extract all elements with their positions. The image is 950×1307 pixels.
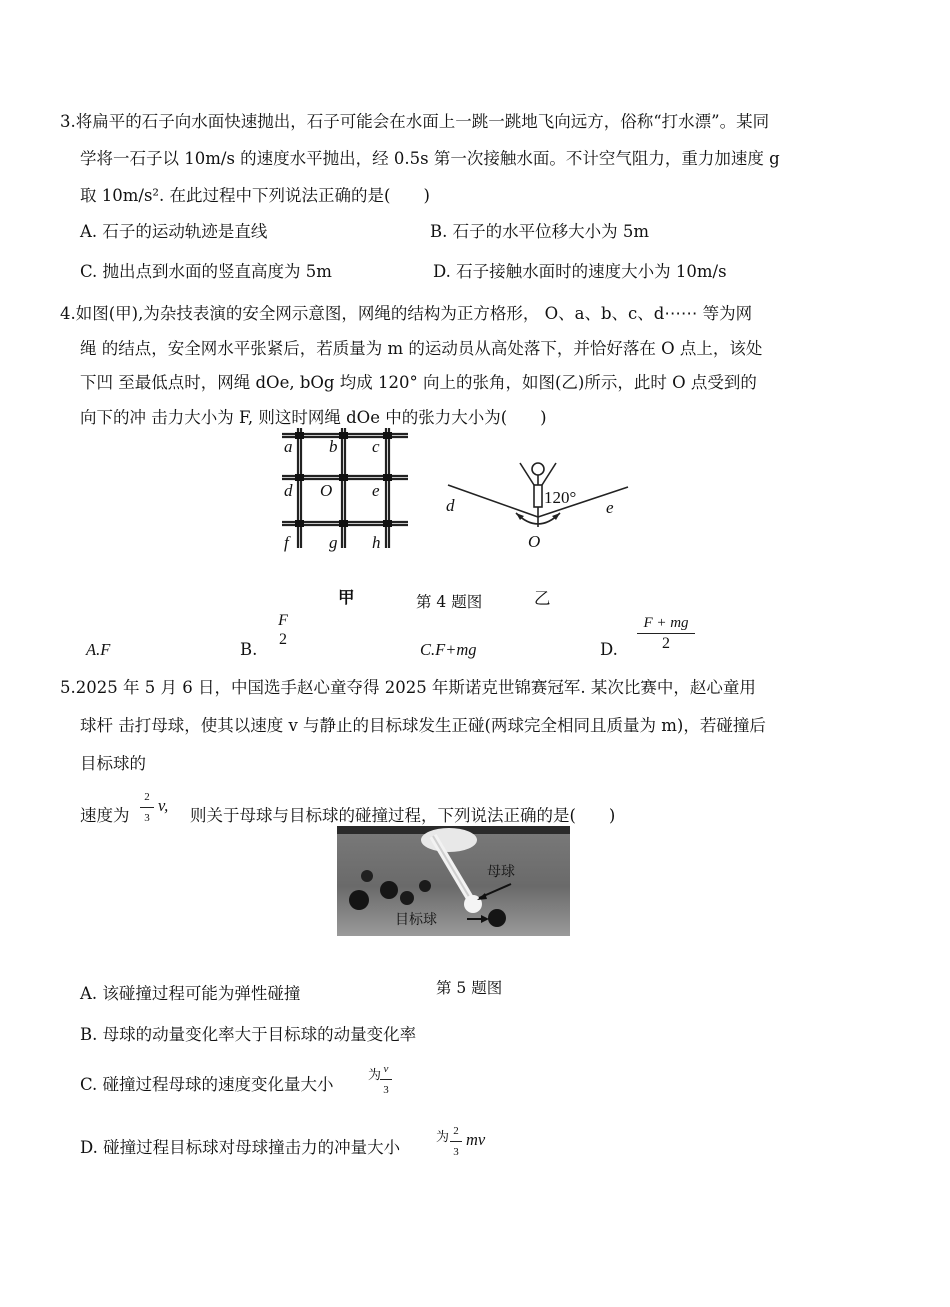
label-f: f	[284, 533, 289, 552]
frac-denominator: 3	[144, 812, 150, 824]
q4-option-c: C.F+mg	[420, 640, 477, 659]
q3-option-a: A. 石子的运动轨迹是直线	[80, 222, 268, 241]
fig4-caption-jia: 甲	[338, 588, 355, 607]
q4-stem-line1: 4.如图(甲),为杂技表演的安全网示意图，网绳的结构为正方格形， O、a、b、c、d⋯⋯ 等为网	[60, 304, 753, 323]
q5-stem-line2: 球杆 击打母球，使其以速度 v 与静止的目标球发生正碰(两球完全相同且质量为 m)，若碰撞后	[80, 716, 766, 735]
yi-label-angle: 120°	[544, 488, 577, 507]
label-b: b	[329, 437, 338, 456]
label-c: c	[372, 437, 380, 456]
q5-stem-line4-post: 则关于母球与目标球的碰撞过程，下列说法正确的是( )	[190, 806, 616, 825]
q5-option-d-fraction	[450, 1122, 462, 1161]
fig4-caption-yi: 乙	[534, 589, 551, 608]
billiards-photo	[337, 826, 570, 936]
q5-speed-var: v,	[158, 796, 169, 815]
q3-stem-line2: 学将一石子以 10m/s 的速度水平抛出，经 0.5s 第一次接触水面。不计空气阻力，重力加速度 g	[80, 149, 780, 168]
q5-option-c-pre: C. 碰撞过程母球的速度变化量大小	[80, 1075, 334, 1094]
q3-option-d: D. 石子接触水面时的速度大小为 10m/s	[433, 262, 727, 281]
q4-stem-line3: 下凹 至最低点时，网绳 dOe, bOg 均成 120° 向上的张角，如图(乙)所示，此时 O 点受到的	[80, 373, 757, 392]
billiards-scene	[337, 826, 570, 936]
label-g: g	[329, 533, 338, 552]
q4-option-a: A.F	[86, 640, 111, 659]
q4-stem-line4: 向下的冲 击力大小为 F, 则这时网绳 dOe 中的张力大小为( )	[80, 408, 547, 427]
ball-icon	[419, 880, 431, 892]
frac-numerator: v	[383, 1063, 389, 1075]
q4-stem-line2: 绳 的结点，安全网水平张紧后，若质量为 m 的运动员从高处落下，并恰好落在 O 点上，该处	[80, 339, 763, 358]
ball-icon	[400, 891, 414, 905]
frac-denominator: 2	[279, 631, 287, 648]
q5-stem-line3: 目标球的	[80, 754, 146, 773]
fig4-caption: 第 4 题图	[416, 593, 483, 611]
q5-option-b: B. 母球的动量变化率大于目标球的动量变化率	[80, 1025, 417, 1044]
ball-icon	[361, 870, 373, 882]
label-O: O	[320, 481, 333, 500]
q3-option-c: C. 抛出点到水面的竖直高度为 5m	[80, 262, 332, 281]
fig5-caption: 第 5 题图	[436, 979, 503, 997]
frac-numerator: 2	[144, 791, 150, 803]
photo-label-cue-ball: 母球	[487, 864, 515, 880]
frac-denominator: 3	[383, 1084, 389, 1096]
figure-yi-rope	[440, 455, 635, 555]
frac-numerator: 2	[453, 1125, 459, 1137]
target-ball-icon	[488, 909, 506, 927]
q5-stem-line4-pre: 速度为	[80, 806, 130, 825]
frac-numerator: F	[278, 612, 288, 629]
q3-stem-line1: 3.将扁平的石子向水面快速抛出，石子可能会在水面上一跳一跳地飞向远方，俗称“打水漂”。某同	[60, 112, 770, 131]
frac-numerator: F + mg	[643, 615, 689, 631]
q3-stem-line3: 取 10m/s². 在此过程中下列说法正确的是( )	[80, 186, 430, 205]
q4-option-d-label: D.	[600, 640, 618, 659]
photo-label-target-ball: 目标球	[395, 912, 437, 928]
ball-icon	[349, 890, 369, 910]
q5-option-d-pre: D. 碰撞过程目标球对母球撞击力的冲量大小	[80, 1138, 401, 1157]
q5-option-d-var: mv	[466, 1130, 486, 1149]
label-h: h	[372, 533, 381, 552]
q5-option-c-fraction	[380, 1060, 392, 1099]
label-a: a	[284, 437, 293, 456]
q4-option-d-fraction	[637, 614, 695, 653]
label-e: e	[372, 481, 380, 500]
q5-stem-line1: 5.2025 年 5 月 6 日，中国选手赵心童夺得 2025 年斯诺克世锦赛冠军. 某次比赛中，赵心童用	[60, 678, 756, 697]
yi-label-d: d	[446, 496, 455, 515]
q5-option-d-wei: 为	[436, 1130, 450, 1145]
q5-option-c-wei: 为	[368, 1068, 382, 1083]
label-d: d	[284, 481, 293, 500]
q4-option-b-fraction	[272, 612, 294, 649]
q3-option-b: B. 石子的水平位移大小为 5m	[430, 222, 650, 241]
figure-jia-net	[276, 428, 416, 556]
yi-label-O: O	[528, 532, 541, 551]
yi-label-e: e	[606, 498, 614, 517]
frac-denominator: 2	[662, 635, 670, 652]
ball-icon	[380, 881, 398, 899]
q5-speed-fraction	[140, 788, 154, 827]
frac-denominator: 3	[453, 1146, 459, 1158]
q4-option-b-label: B.	[240, 640, 258, 659]
q5-option-a: A. 该碰撞过程可能为弹性碰撞	[80, 984, 301, 1003]
